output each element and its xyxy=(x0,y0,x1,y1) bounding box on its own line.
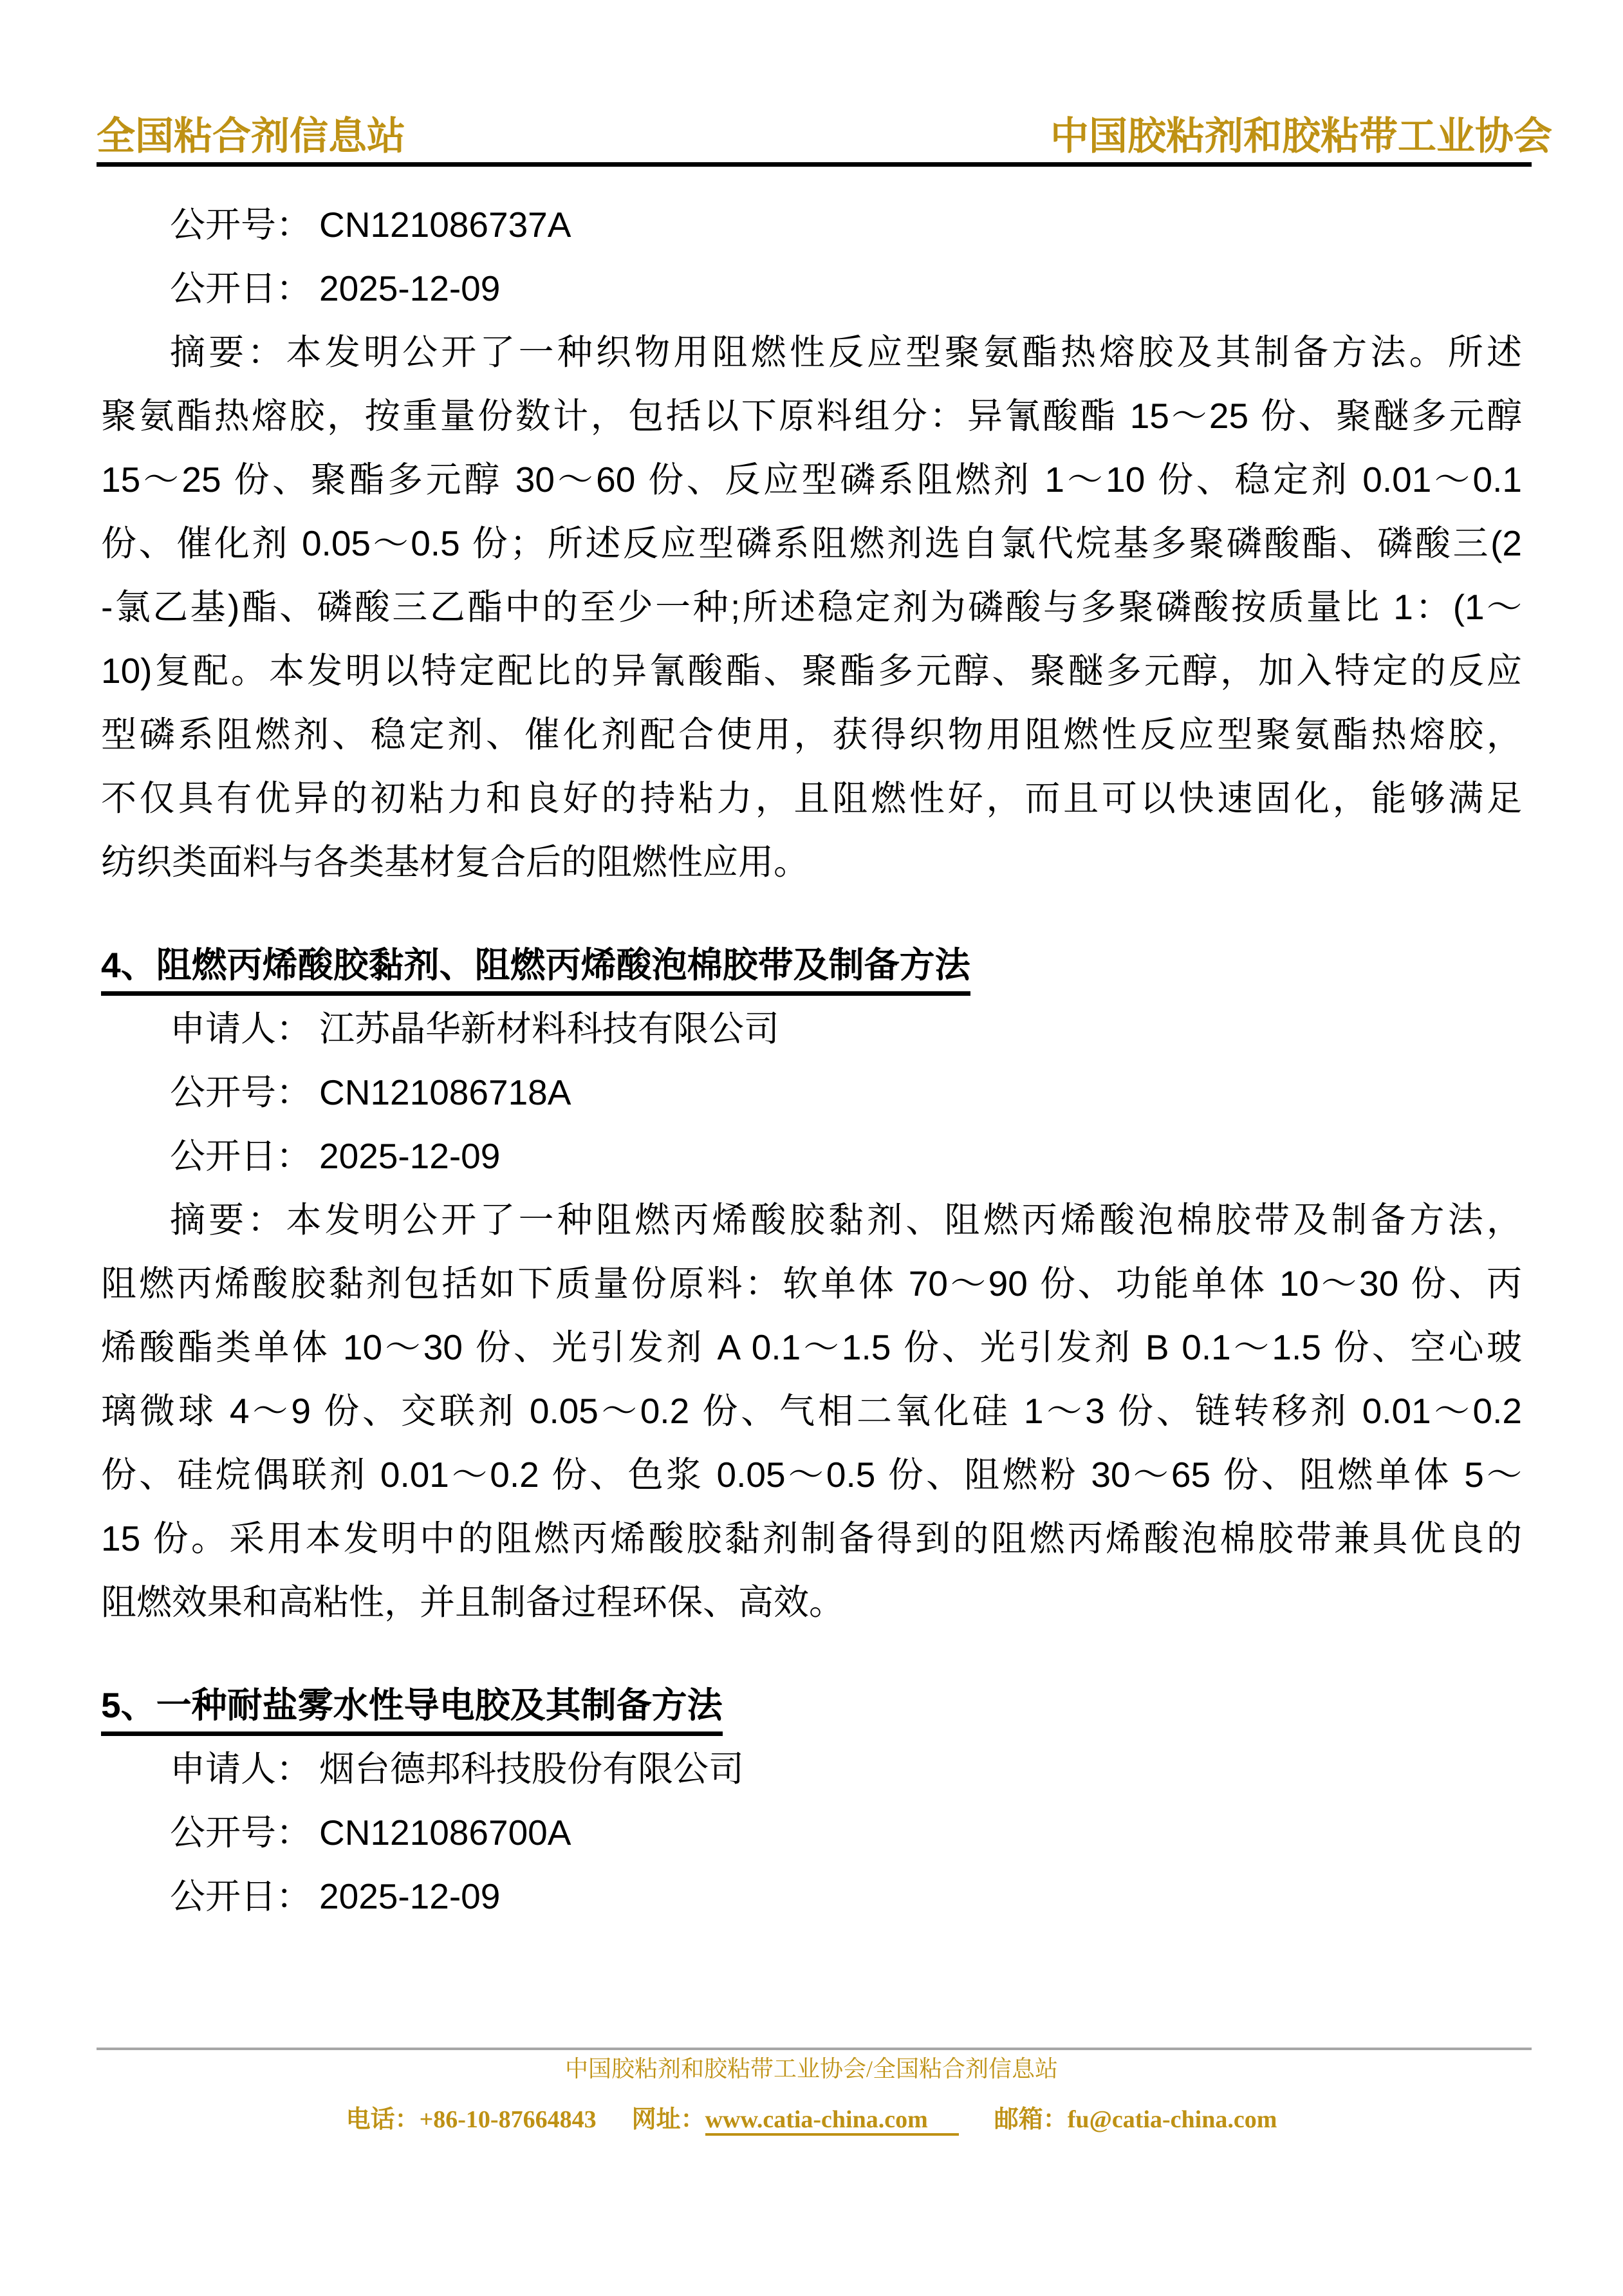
pub-no-label: 公开号： xyxy=(170,1813,312,1853)
patent3-abstract-line: 纺织类面料与各类基材复合后的阻燃性应用。 xyxy=(101,842,810,882)
patent5-title-text: 5、一种耐盐雾水性导电胶及其制备方法 xyxy=(101,1680,723,1736)
patent4-title xyxy=(101,933,1522,997)
patent4-abstract-line: 阻燃丙烯酸胶黏剂包括如下质量份原料：软单体 70～90 份、功能单体 10～30 份、丙 xyxy=(101,1264,1522,1303)
patent3-abstract-line: -氯乙基)酯、磷酸三乙酯中的至少一种;所述稳定剂为磷酸与多聚磷酸按质量比 1：(1～ xyxy=(101,587,1522,627)
patent5-title xyxy=(101,1674,1522,1737)
patent3-abstract-line: 不仅具有优异的初粘力和良好的持粘力，且阻燃性好，而且可以快速固化，能够满足 xyxy=(101,778,1522,818)
patent4-abstract-line: 阻燃效果和高粘性，并且制备过程环保、高效。 xyxy=(101,1582,845,1622)
footer-contact xyxy=(0,2104,1623,2136)
page-header xyxy=(97,116,1552,157)
patent4-pub-no-line xyxy=(101,1061,1522,1125)
footer-web xyxy=(632,2106,959,2133)
pub-date-label: 公开日： xyxy=(170,1876,312,1916)
applicant-value: 烟台德邦科技股份有限公司 xyxy=(319,1749,745,1789)
patent3-pub-no-line xyxy=(101,193,1522,257)
patent3-abstract-line: 摘要：本发明公开了一种织物用阻燃性反应型聚氨酯热熔胶及其制备方法。所述 xyxy=(170,332,1522,372)
pub-date-value: 2025-12-09 xyxy=(319,1876,501,1916)
patent3-abstract-line: 型磷系阻燃剂、稳定剂、催化剂配合使用，获得织物用阻燃性反应型聚氨酯热熔胶， xyxy=(101,714,1522,754)
applicant-label: 申请人： xyxy=(170,1009,312,1049)
header-left-title: 全国粘合剂信息站 xyxy=(97,115,405,158)
patent3-abstract-line: 聚氨酯热熔胶，按重量份数计，包括以下原料组分：异氰酸酯 15～25 份、聚醚多元醇 xyxy=(101,396,1522,436)
pub-no-value: CN121086718A xyxy=(319,1072,571,1112)
footer-phone: 电话：+86-10-87664843 xyxy=(346,2106,597,2133)
footer-web-label: 网址： xyxy=(631,2106,705,2133)
pub-no-value: CN121086700A xyxy=(319,1813,571,1853)
patent4-abstract-line: 璃微球 4～9 份、交联剂 0.05～0.2 份、气相二氧化硅 1～3 份、链转移剂 0.01～0.2 xyxy=(101,1391,1522,1431)
patent4-pub-date-line xyxy=(101,1125,1522,1188)
pub-no-label: 公开号： xyxy=(170,205,312,245)
pub-date-label: 公开日： xyxy=(170,1136,312,1176)
header-divider xyxy=(97,162,1532,167)
footer-web-link[interactable]: www.catia-china.com xyxy=(705,2106,959,2136)
footer-divider xyxy=(97,2048,1532,2050)
patent3-abstract-line: 10)复配。本发明以特定配比的异氰酸酯、聚酯多元醇、聚醚多元醇，加入特定的反应 xyxy=(101,651,1522,691)
pub-no-label: 公开号： xyxy=(170,1072,312,1112)
pub-date-label: 公开日： xyxy=(170,268,312,308)
patent5-pub-no-line xyxy=(101,1801,1522,1865)
patent3-pub-date-line xyxy=(101,257,1522,321)
patent4-abstract-line: 摘要：本发明公开了一种阻燃丙烯酸胶黏剂、阻燃丙烯酸泡棉胶带及制备方法， xyxy=(170,1200,1522,1240)
patent5-applicant-line xyxy=(101,1737,1522,1801)
patent3-abstract-line: 15～25 份、聚酯多元醇 30～60 份、反应型磷系阻燃剂 1～10 份、稳定剂 0.01～0.1 xyxy=(101,460,1522,499)
footer-email: 邮箱：fu@catia-china.com xyxy=(994,2106,1277,2133)
patent4-title-text: 4、阻燃丙烯酸胶黏剂、阻燃丙烯酸泡棉胶带及制备方法 xyxy=(101,940,970,996)
footer-organization: 中国胶粘剂和胶粘带工业协会/全国粘合剂信息站 xyxy=(564,2056,1058,2082)
patent4-abstract-line: 15 份。采用本发明中的阻燃丙烯酸胶黏剂制备得到的阻燃丙烯酸泡棉胶带兼具优良的 xyxy=(101,1518,1522,1558)
pub-date-value: 2025-12-09 xyxy=(319,268,501,308)
header-right-title: 中国胶粘剂和胶粘带工业协会 xyxy=(1050,115,1552,158)
patent5-pub-date-line xyxy=(101,1865,1522,1928)
pub-date-value: 2025-12-09 xyxy=(319,1136,501,1176)
patent4-applicant-line xyxy=(101,997,1522,1061)
pub-no-value: CN121086737A xyxy=(319,205,571,245)
applicant-label: 申请人： xyxy=(170,1749,312,1789)
patent4-abstract-line: 烯酸酯类单体 10～30 份、光引发剂 A 0.1～1.5 份、光引发剂 B 0.1～1.5 份、空心玻 xyxy=(101,1327,1523,1367)
document-body xyxy=(101,193,1522,1928)
patent4-abstract-line: 份、硅烷偶联剂 0.01～0.2 份、色浆 0.05～0.5 份、阻燃粉 30～65 份、阻燃单体 5～ xyxy=(101,1455,1522,1495)
applicant-value: 江苏晶华新材料科技有限公司 xyxy=(319,1009,780,1049)
patent3-abstract-line: 份、催化剂 0.05～0.5 份；所述反应型磷系阻燃剂选自氯代烷基多聚磷酸酯、磷酸三(2 xyxy=(101,523,1522,563)
